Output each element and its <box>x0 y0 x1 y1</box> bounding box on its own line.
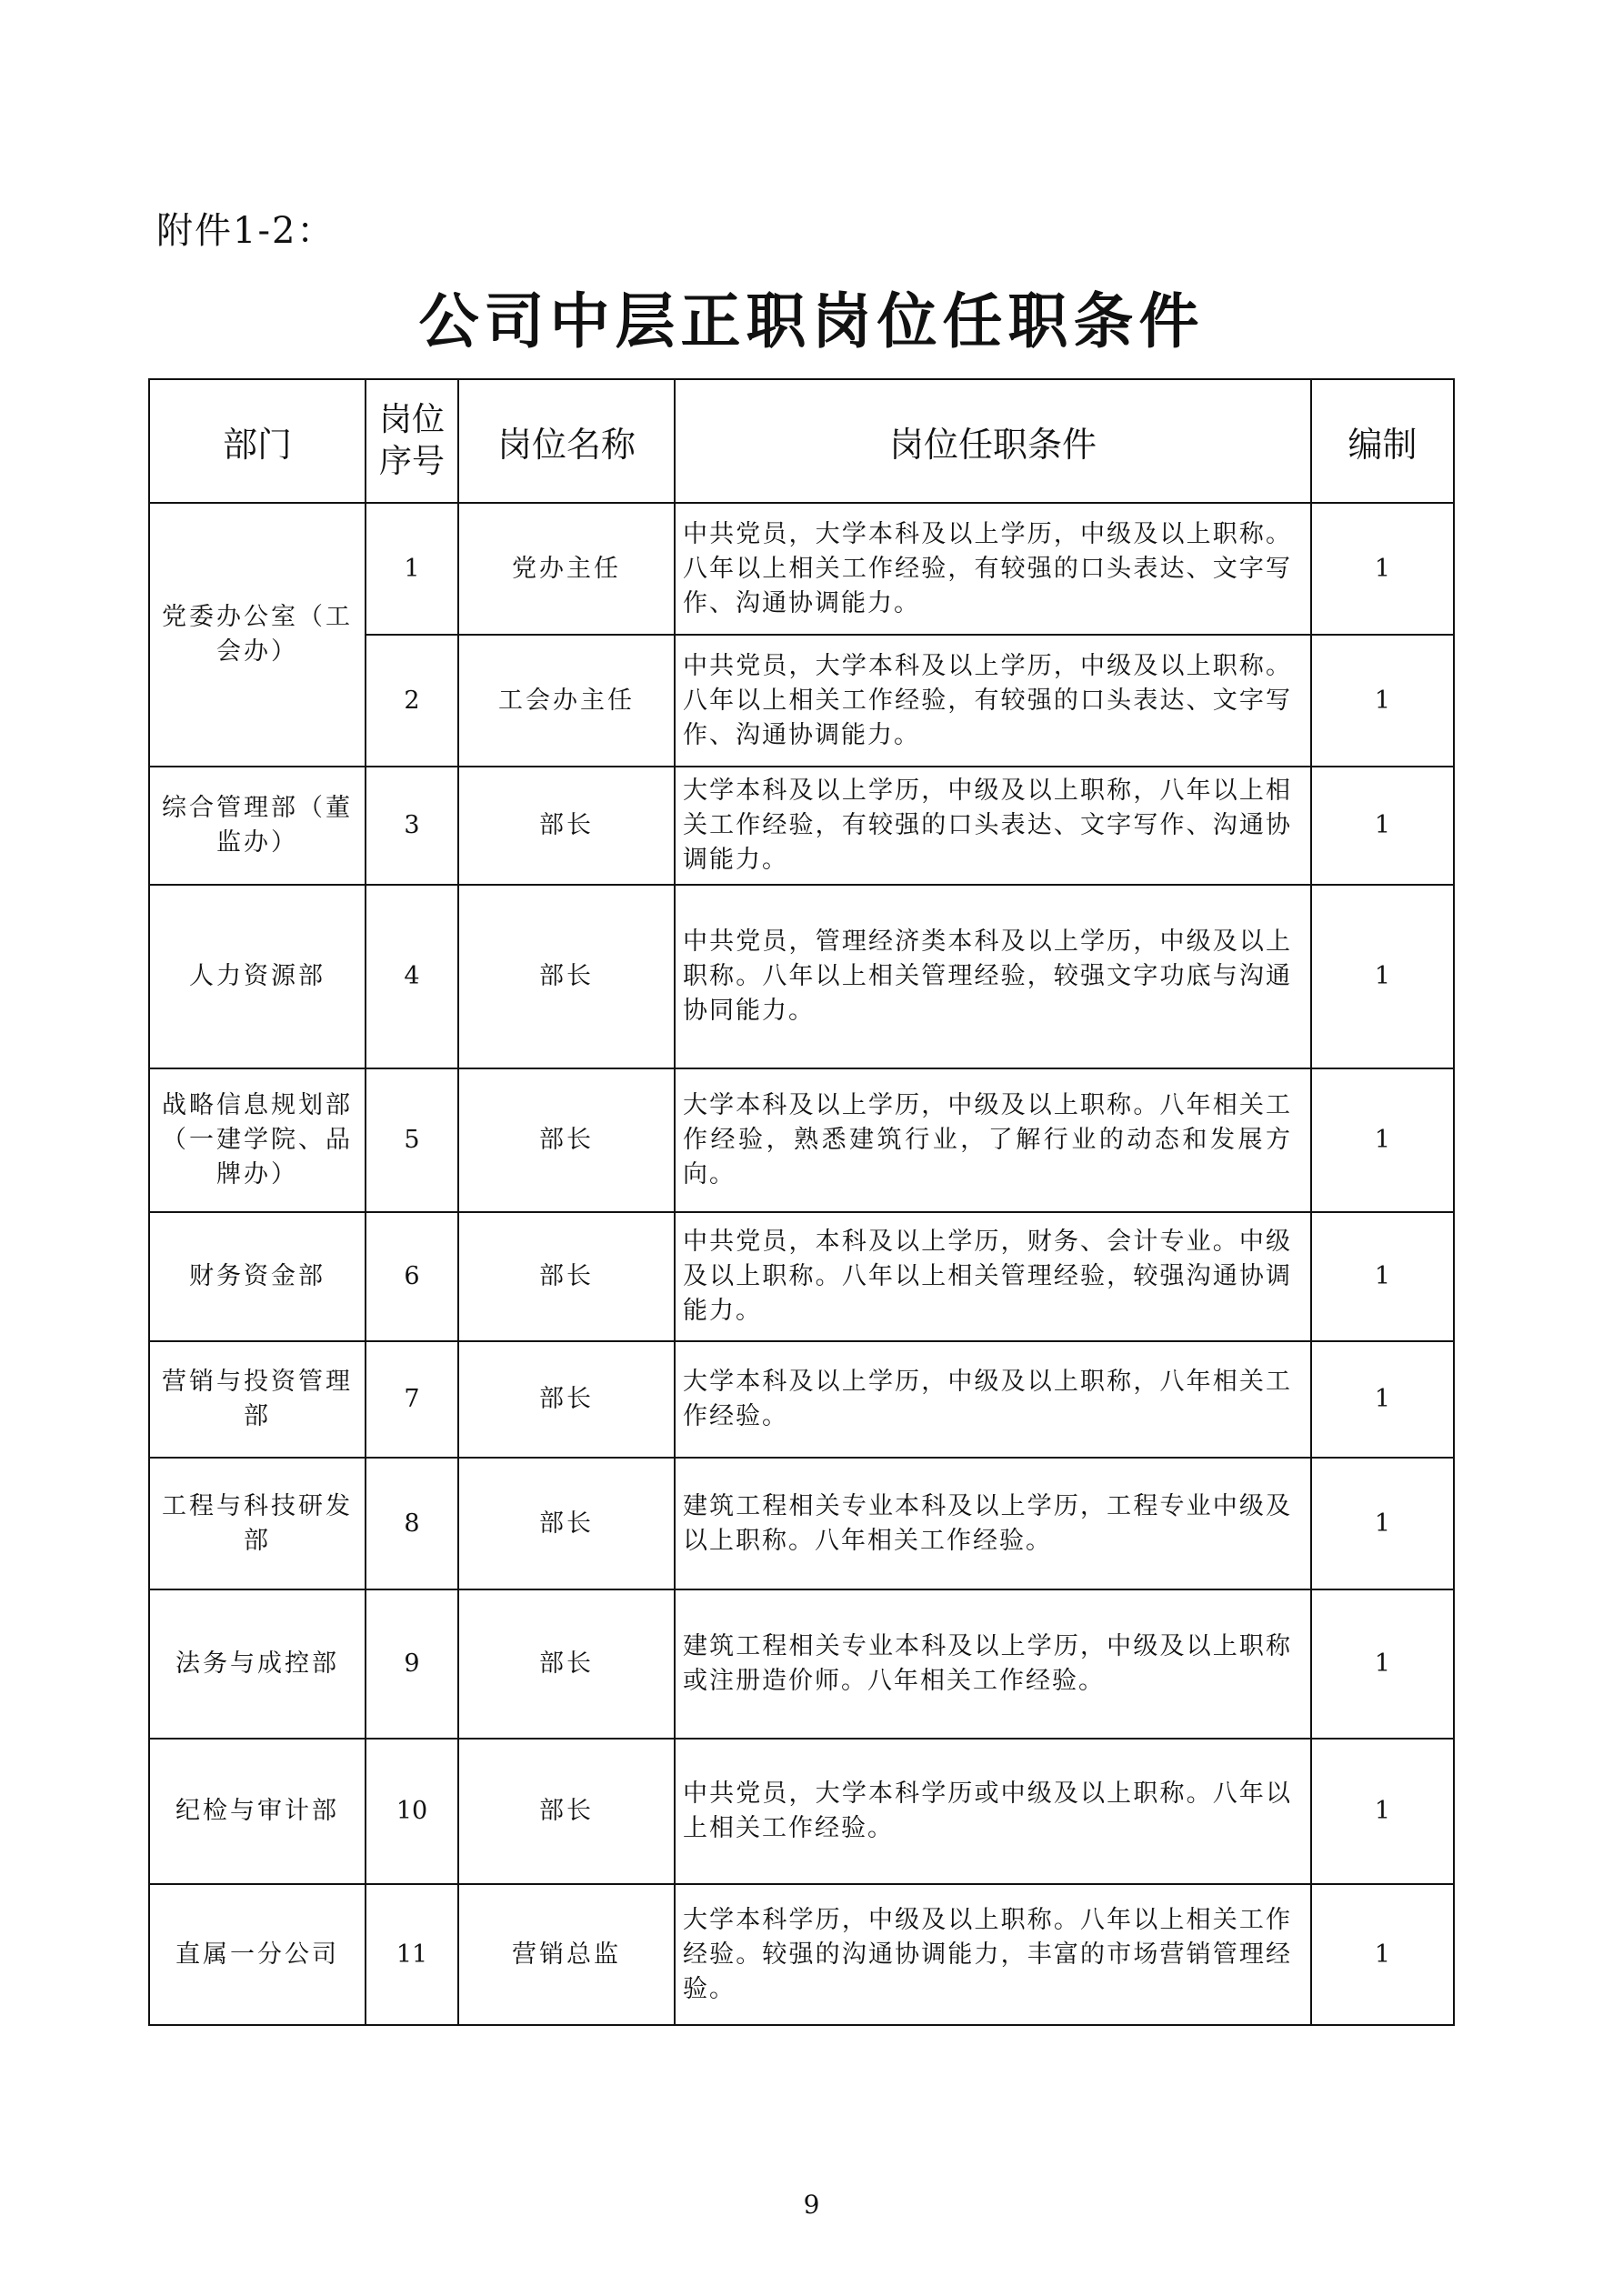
table-row <box>149 1739 1454 1884</box>
header-seq: 岗位序号 <box>366 379 458 503</box>
department-cell: 人力资源部 <box>149 885 366 1068</box>
seq-cell: 4 <box>366 885 458 1068</box>
department-cell: 综合管理部（董监办） <box>149 767 366 885</box>
quota-cell: 1 <box>1311 885 1454 1068</box>
conditions-cell: 建筑工程相关专业本科及以上学历，中级及以上职称或注册造价师。八年相关工作经验。 <box>675 1589 1311 1739</box>
position-cell: 部长 <box>458 767 675 885</box>
header-row <box>149 379 1454 503</box>
attachment-label: 附件1-2： <box>156 210 336 252</box>
position-cell: 营销总监 <box>458 1884 675 2025</box>
table-row <box>149 1341 1454 1458</box>
conditions-cell: 中共党员，本科及以上学历，财务、会计专业。中级及以上职称。八年以上相关管理经验，较强沟通协调能力。 <box>675 1212 1311 1341</box>
conditions-cell: 中共党员，大学本科学历或中级及以上职称。八年以上相关工作经验。 <box>675 1739 1311 1884</box>
department-cell: 党委办公室（工会办） <box>149 503 366 767</box>
table-row <box>149 503 1454 635</box>
department-cell: 营销与投资管理部 <box>149 1341 366 1458</box>
table-row <box>149 767 1454 885</box>
conditions-cell: 大学本科及以上学历，中级及以上职称，八年相关工作经验。 <box>675 1341 1311 1458</box>
seq-cell: 3 <box>366 767 458 885</box>
department-cell: 战略信息规划部（一建学院、品牌办） <box>149 1068 366 1212</box>
seq-cell: 6 <box>366 1212 458 1341</box>
department-cell: 工程与科技研发部 <box>149 1458 366 1589</box>
header-department: 部门 <box>149 379 366 503</box>
position-cell: 部长 <box>458 1739 675 1884</box>
conditions-cell: 大学本科学历，中级及以上职称。八年以上相关工作经验。较强的沟通协调能力，丰富的市场营销管理经验。 <box>675 1884 1311 2025</box>
quota-cell: 1 <box>1311 1884 1454 2025</box>
position-cell: 部长 <box>458 1589 675 1739</box>
department-cell: 财务资金部 <box>149 1212 366 1341</box>
seq-cell: 10 <box>366 1739 458 1884</box>
seq-cell: 7 <box>366 1341 458 1458</box>
department-cell: 直属一分公司 <box>149 1884 366 2025</box>
table-row <box>149 1212 1454 1341</box>
table-row <box>149 885 1454 1068</box>
seq-cell: 11 <box>366 1884 458 2025</box>
header-quota: 编制 <box>1311 379 1454 503</box>
document-title: 公司中层正职岗位任职条件 <box>418 286 1205 356</box>
position-cell: 部长 <box>458 1341 675 1458</box>
quota-cell: 1 <box>1311 1341 1454 1458</box>
department-cell: 纪检与审计部 <box>149 1739 366 1884</box>
conditions-cell: 建筑工程相关专业本科及以上学历，工程专业中级及以上职称。八年相关工作经验。 <box>675 1458 1311 1589</box>
page-number: 9 <box>803 2190 820 2220</box>
position-cell: 部长 <box>458 885 675 1068</box>
header-conditions: 岗位任职条件 <box>675 379 1311 503</box>
position-cell: 部长 <box>458 1212 675 1341</box>
table-row <box>149 1458 1454 1589</box>
position-cell: 部长 <box>458 1068 675 1212</box>
table-row <box>149 1589 1454 1739</box>
table-row <box>149 1068 1454 1212</box>
quota-cell: 1 <box>1311 1068 1454 1212</box>
department-cell: 法务与成控部 <box>149 1589 366 1739</box>
conditions-cell: 大学本科及以上学历，中级及以上职称。八年相关工作经验，熟悉建筑行业，了解行业的动态和发展方向。 <box>675 1068 1311 1212</box>
quota-cell: 1 <box>1311 503 1454 635</box>
seq-cell: 9 <box>366 1589 458 1739</box>
conditions-cell: 中共党员，大学本科及以上学历，中级及以上职称。八年以上相关工作经验，有较强的口头表达、文字写作、沟通协调能力。 <box>675 635 1311 767</box>
quota-cell: 1 <box>1311 767 1454 885</box>
conditions-cell: 中共党员，大学本科及以上学历，中级及以上职称。八年以上相关工作经验，有较强的口头表达、文字写作、沟通协调能力。 <box>675 503 1311 635</box>
seq-cell: 5 <box>366 1068 458 1212</box>
quota-cell: 1 <box>1311 1739 1454 1884</box>
quota-cell: 1 <box>1311 1589 1454 1739</box>
quota-cell: 1 <box>1311 635 1454 767</box>
position-cell: 部长 <box>458 1458 675 1589</box>
quota-cell: 1 <box>1311 1458 1454 1589</box>
position-cell: 工会办主任 <box>458 635 675 767</box>
conditions-cell: 大学本科及以上学历，中级及以上职称，八年以上相关工作经验，有较强的口头表达、文字写作、沟通协调能力。 <box>675 767 1311 885</box>
position-cell: 党办主任 <box>458 503 675 635</box>
seq-cell: 8 <box>366 1458 458 1589</box>
table-row <box>149 1884 1454 2025</box>
conditions-cell: 中共党员，管理经济类本科及以上学历，中级及以上职称。八年以上相关管理经验，较强文字功底与沟通协同能力。 <box>675 885 1311 1068</box>
seq-cell: 1 <box>366 503 458 635</box>
job-requirements-table <box>148 378 1455 2026</box>
header-position: 岗位名称 <box>458 379 675 503</box>
quota-cell: 1 <box>1311 1212 1454 1341</box>
seq-cell: 2 <box>366 635 458 767</box>
